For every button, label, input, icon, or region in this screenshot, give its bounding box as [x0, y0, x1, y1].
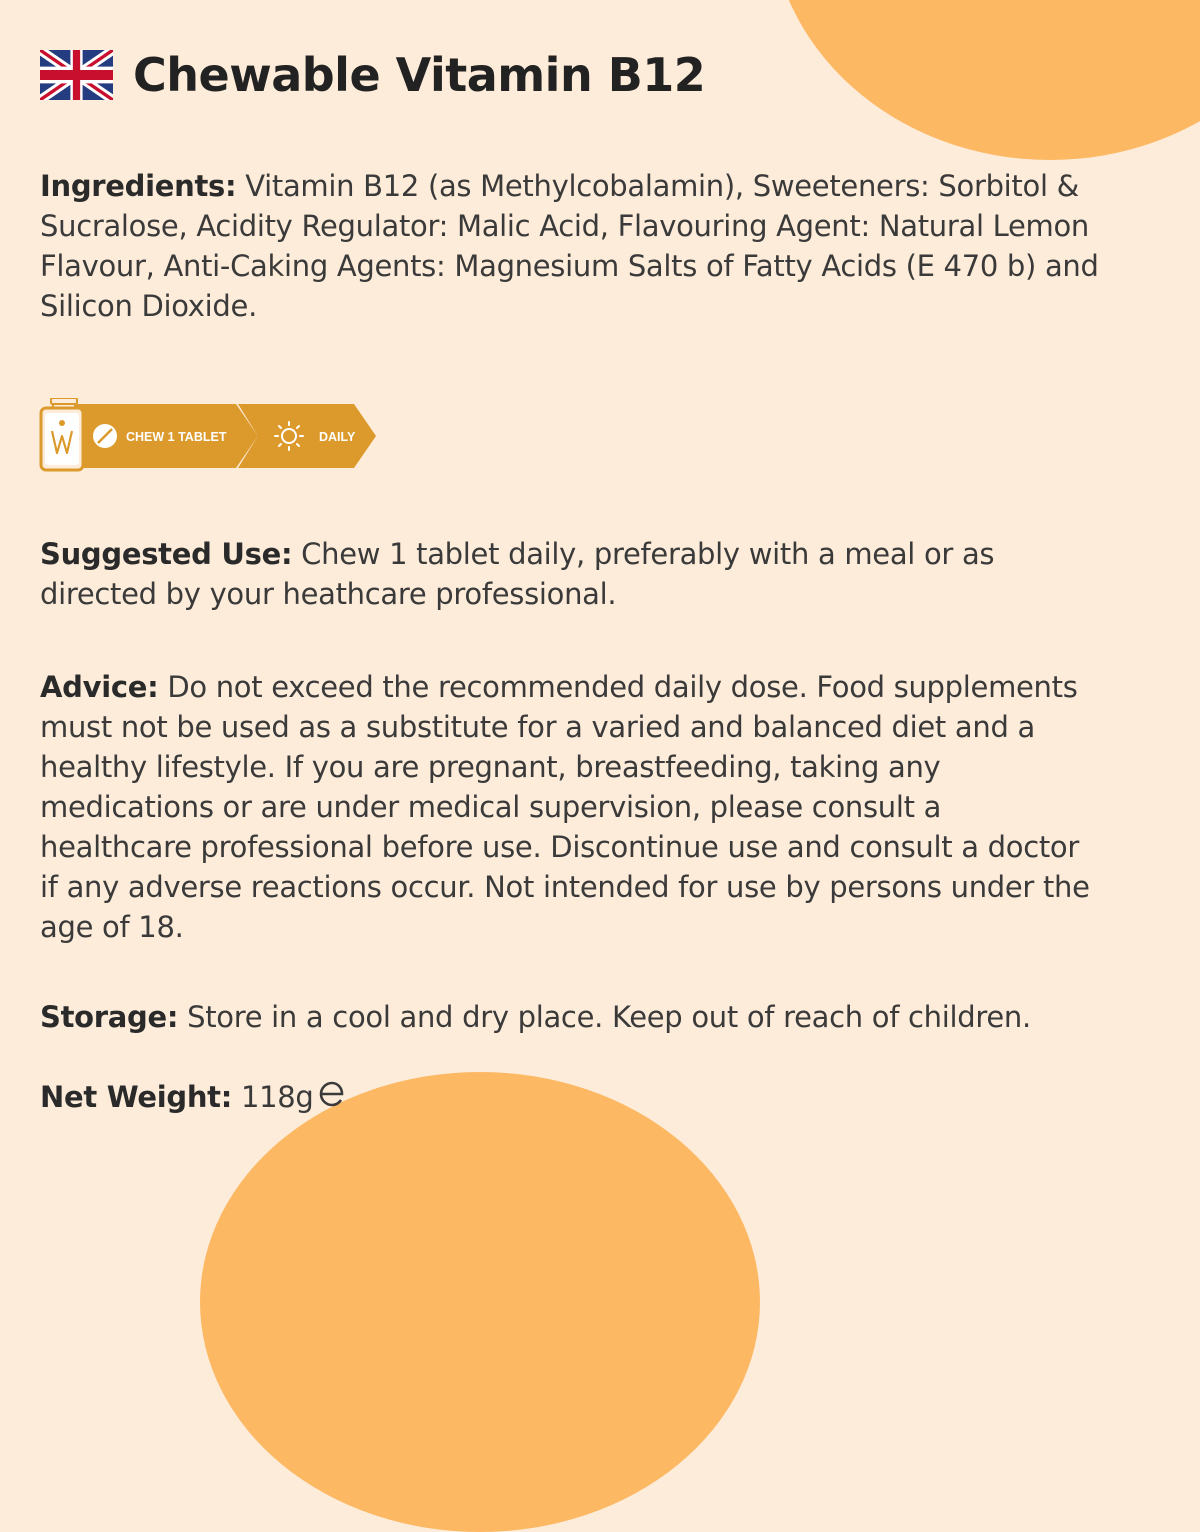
- net-weight-value: 118g: [232, 1080, 314, 1114]
- tablet-icon: [93, 424, 117, 448]
- supplement-bottle-icon: [41, 398, 83, 470]
- suggested-use-label: Suggested Use:: [40, 537, 293, 571]
- usage-badge: [38, 398, 383, 474]
- decorative-blob-top: [770, 0, 1200, 160]
- storage-section: [40, 997, 1150, 1037]
- advice-text: Do not exceed the recommended daily dose. Food supplements must not be used as a substitute for a varied and balanced diet and a healthy lifestyle. If you are pregnant, breastfeeding, taking any medications or are under medical supervision, please consult a healthcare professional before use. Discontinue use and consult a doctor if any adverse reactions occur. Not intended for use by persons under the age of 18.: [40, 670, 1090, 944]
- ingredients-label: Ingredients:: [40, 169, 237, 203]
- uk-flag-icon: [40, 50, 113, 100]
- storage-text: Store in a cool and dry place. Keep out of reach of children.: [178, 1000, 1031, 1034]
- ingredients-text: Vitamin B12 (as Methylcobalamin), Sweeteners: Sorbitol & Sucralose, Acidity Regulator: Malic Acid, Flavouring Agent: Natural Lemon Flavour, Anti-Caking Agents: Magnesium Salts of Fatty Acids (E 470 b) and Silicon Dioxide.: [40, 169, 1099, 323]
- badge-step2-label: DAILY: [319, 430, 356, 444]
- suggested-use-section: [40, 534, 1080, 614]
- suggested-use-text: Chew 1 tablet daily, preferably with a meal or as directed by your heathcare professional.: [40, 537, 995, 611]
- page-title: Chewable Vitamin B12: [133, 48, 706, 102]
- net-weight-label: Net Weight:: [40, 1080, 233, 1114]
- page-header: [40, 48, 705, 102]
- badge-step1-label: CHEW 1 TABLET: [126, 430, 227, 444]
- ingredients-section: [40, 166, 1120, 326]
- net-weight-section: [40, 1077, 1150, 1117]
- advice-section: [40, 667, 1100, 947]
- decorative-blob-bottom: [200, 1072, 760, 1532]
- advice-label: Advice:: [40, 670, 159, 704]
- estimated-e-mark-icon: [318, 1081, 346, 1107]
- storage-label: Storage:: [40, 1000, 179, 1034]
